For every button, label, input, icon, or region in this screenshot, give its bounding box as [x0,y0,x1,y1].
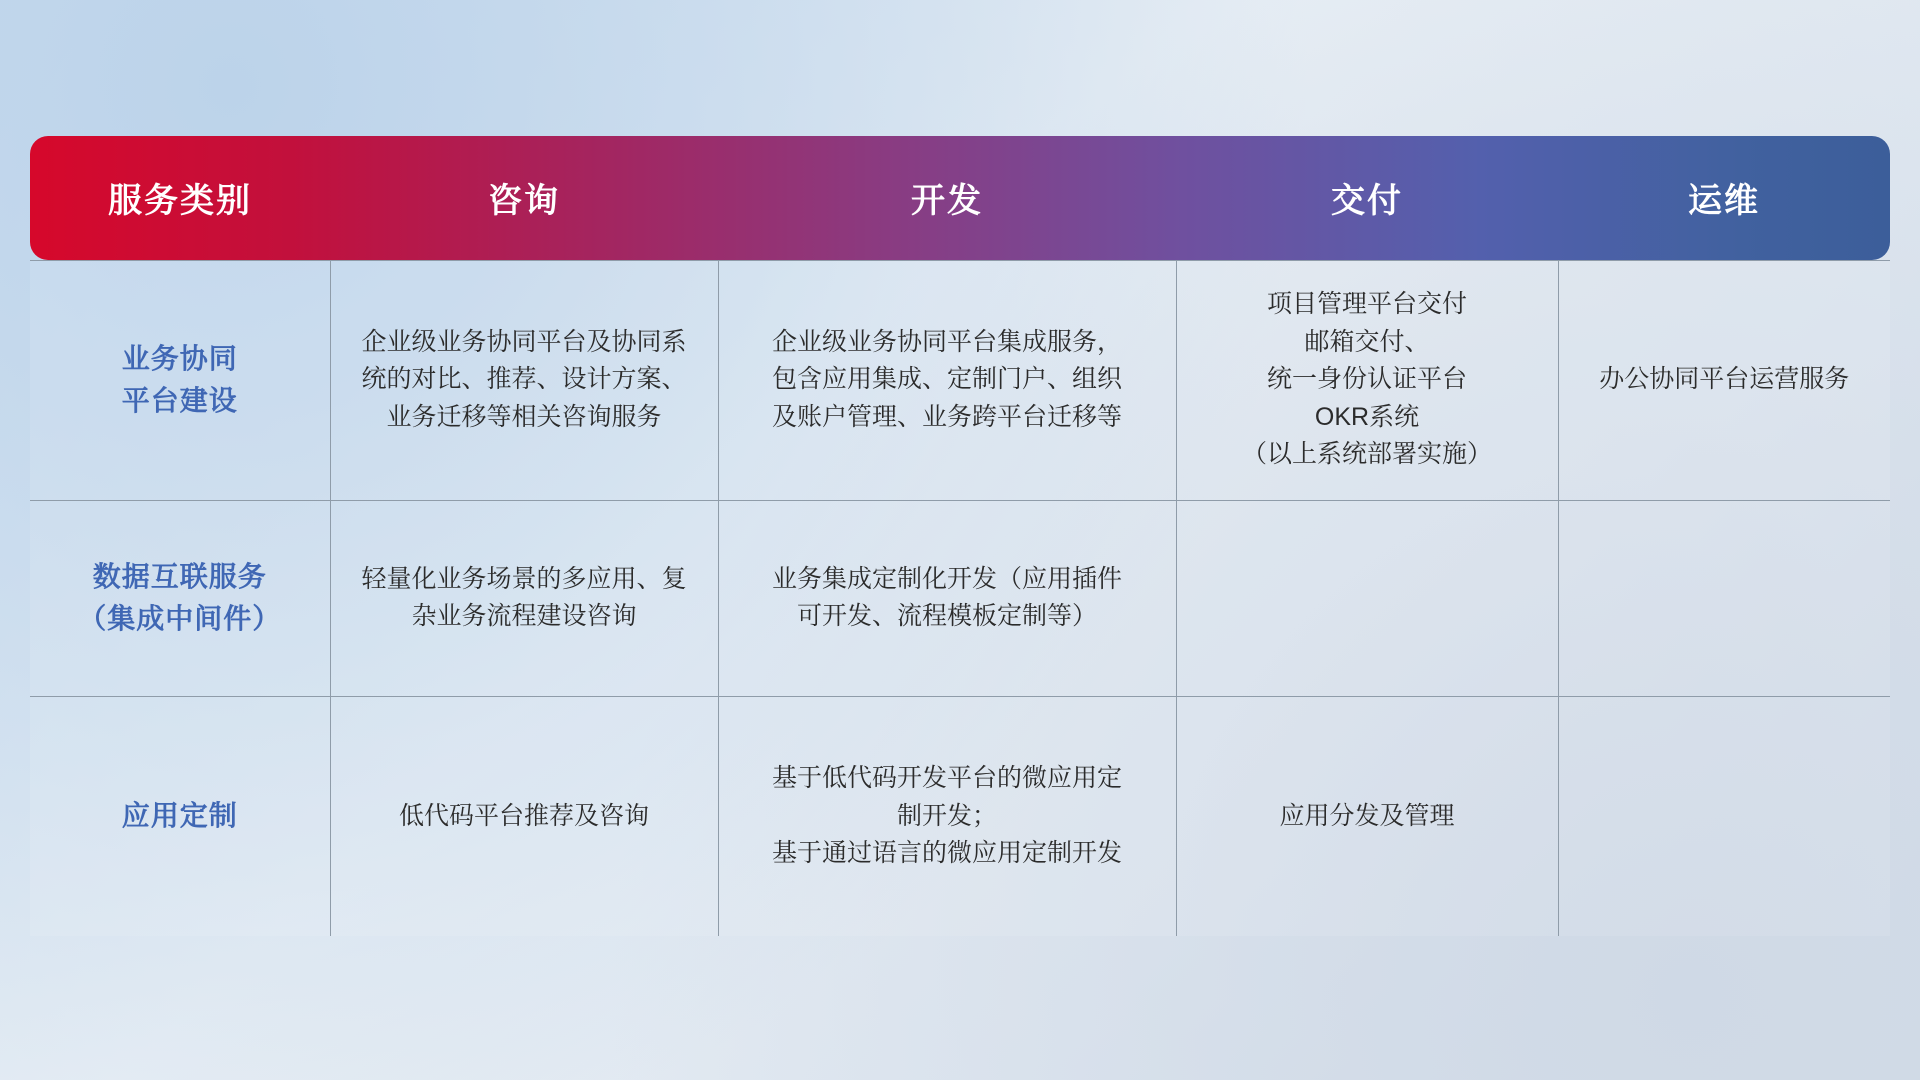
header-label-consulting: 咨询 [488,182,560,221]
header-row [30,136,1890,260]
cell-operations-r1: 办公协同平台运营服务 [1558,260,1890,500]
cell-development-r1: 企业级业务协同平台集成服务， 包含应用集成、定制门户、组织 及账户管理、业务跨平台迁移等 [718,260,1176,500]
cell-delivery-r2 [1176,500,1558,696]
cell-operations-r3 [1558,696,1890,936]
table-row [30,696,1890,936]
table-row [30,260,1890,500]
header-label-operations: 运维 [1688,182,1760,221]
cell-consulting-r2: 轻量化业务场景的多应用、复 杂业务流程建设咨询 [330,500,718,696]
cell-development-r2: 业务集成定制化开发（应用插件 可开发、流程模板定制等） [718,500,1176,696]
header-cell-service-category [30,136,330,260]
header-label-delivery: 交付 [1331,182,1403,221]
matrix [30,136,1890,936]
cell-operations-r2 [1558,500,1890,696]
cell-delivery-r1: 项目管理平台交付 邮箱交付、 统一身份认证平台 OKR系统 （以上系统部署实施） [1176,260,1558,500]
cell-development-r3: 基于低代码开发平台的微应用定 制开发； 基于通过语言的微应用定制开发 [718,696,1176,936]
header-cell-delivery [1176,136,1558,260]
cell-delivery-r3: 应用分发及管理 [1176,696,1558,936]
table-row [30,500,1890,696]
header-cell-consulting [330,136,718,260]
header-cell-operations [1558,136,1890,260]
row-category-data-integration: 数据互联服务 （集成中间件） [30,500,330,696]
service-matrix-table [30,136,1890,936]
header-cell-development [718,136,1176,260]
cell-consulting-r1: 企业级业务协同平台及协同系 统的对比、推荐、设计方案、 业务迁移等相关咨询服务 [330,260,718,500]
cell-consulting-r3: 低代码平台推荐及咨询 [330,696,718,936]
header-label-development: 开发 [911,182,983,221]
row-category-app-customization: 应用定制 [30,696,330,936]
row-category-business-collaboration: 业务协同 平台建设 [30,260,330,500]
table-body [30,260,1890,936]
header-label-service-category: 服务类别 [108,182,252,221]
table-header [30,136,1890,260]
